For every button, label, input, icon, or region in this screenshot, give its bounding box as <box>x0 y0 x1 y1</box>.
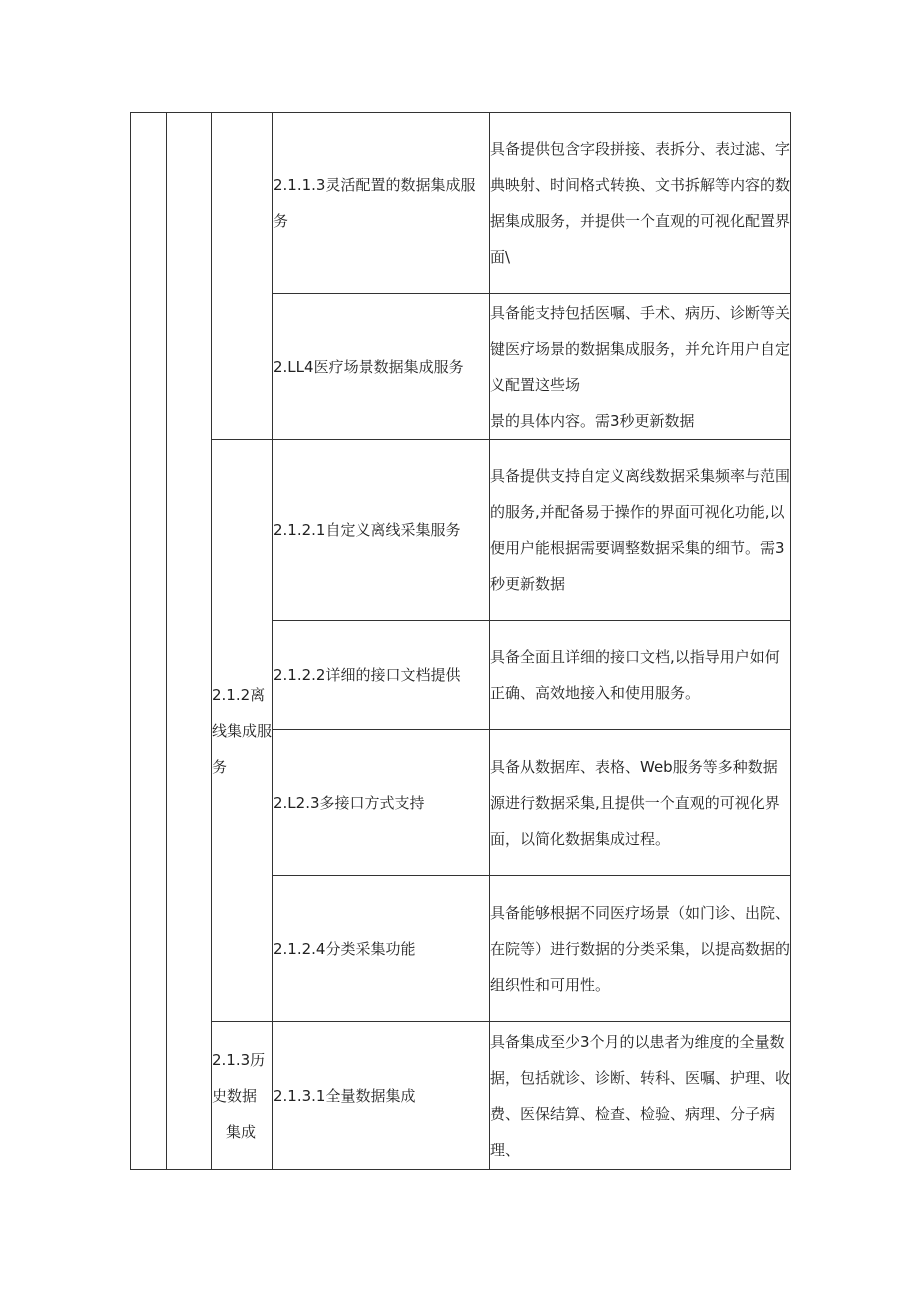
group-history-text-2: 集成 <box>226 1122 257 1141</box>
group-cell-history <box>212 1022 273 1170</box>
requirement-cell: 具备能够根据不同医疗场景（如门诊、出院、在院等）进行数据的分类采集，以提高数据的组织性和可用性。 <box>490 876 791 1022</box>
requirement-cell: 具备从数据库、表格、Web服务等多种数据源进行数据采集,且提供一个直观的可视化界面，以简化数据集成过程。 <box>490 730 791 876</box>
item-cell: 2.LL4医疗场景数据集成服务 <box>273 294 490 440</box>
level-2-cell <box>167 113 212 1170</box>
table-row <box>131 113 791 294</box>
requirements-table <box>130 112 791 1170</box>
item-cell: 2.1.2.1自定义离线采集服务 <box>273 440 490 621</box>
item-cell: 2.1.3.1全量数据集成 <box>273 1022 490 1170</box>
level-1-cell <box>131 113 167 1170</box>
requirement-cell: 具备全面且详细的接口文档,以指导用户如何正确、高效地接入和使用服务。 <box>490 621 791 730</box>
item-cell: 2.1.2.4分类采集功能 <box>273 876 490 1022</box>
requirement-cell: 具备能支持包括医嘱、手术、病历、诊断等关键医疗场景的数据集成服务，并允许用户自定义配置这些场 景的具体内容。需3秒更新数据 <box>490 294 791 440</box>
group-history-text: 2.1.3历史数据 <box>212 1050 266 1105</box>
requirement-cell: 具备提供支持自定义离线数据采集频率与范围的服务,并配备易于操作的界面可视化功能,以便用户能根据需要调整数据采集的细节。需3秒更新数据 <box>490 440 791 621</box>
item-cell: 2.L2.3多接口方式支持 <box>273 730 490 876</box>
item-cell: 2.1.1.3灵活配置的数据集成服务 <box>273 113 490 294</box>
group-cell-offline: 2.1.2离线集成服务 <box>212 440 273 1022</box>
group-cell-2-1-1 <box>212 113 273 440</box>
item-cell: 2.1.2.2详细的接口文档提供 <box>273 621 490 730</box>
requirement-cell: 具备提供包含字段拼接、表拆分、表过滤、字典映射、时间格式转换、文书拆解等内容的数据集成服务，并提供一个直观的可视化配置界面\ <box>490 113 791 294</box>
requirement-cell: 具备集成至少3个月的以患者为维度的全量数据，包括就诊、诊断、转科、医嘱、护理、收费、医保结算、检查、检验、病理、分子病理、 <box>490 1022 791 1170</box>
table-row <box>131 440 791 621</box>
table-row <box>131 1022 791 1170</box>
